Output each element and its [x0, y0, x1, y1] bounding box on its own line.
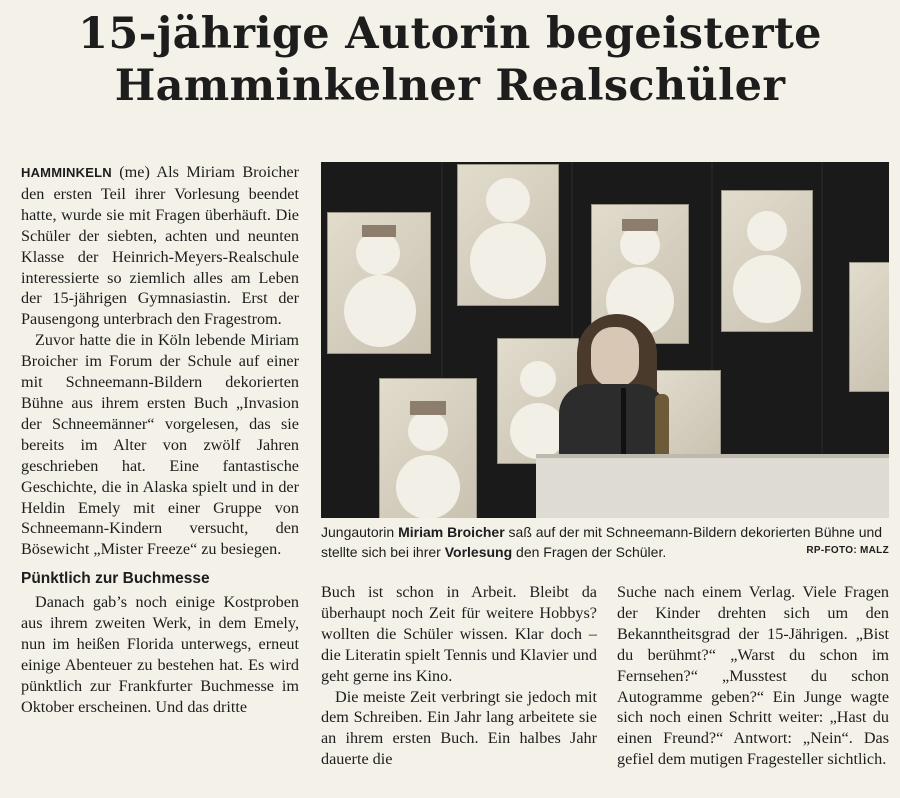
article-photo [321, 162, 889, 518]
snowman-drawing [379, 378, 477, 518]
dateline: HAMMINKELN [21, 165, 112, 180]
article-column-3 [617, 582, 889, 770]
article-paragraph-3: Danach gab’s noch einige Kostproben aus ihrem zweiten Werk, in dem Emely, nun im heißen Florida unterwegs, erneut einige Abenteuer zu bestehen hat. Es wird pünktlich zur Frankfurter Buchmesse im Oktober erscheinen. Und das dritte [21, 593, 299, 716]
caption-text-1: Jungautorin [321, 524, 399, 540]
snowman-drawing [721, 190, 813, 332]
caption-text-3: den Fragen der Schüler. [512, 544, 667, 560]
microphone [621, 388, 626, 456]
article-column-2 [321, 582, 597, 770]
caption-name: Miriam Broicher [398, 524, 505, 540]
snowman-drawing [327, 212, 431, 354]
headline-line-1: 15-jährige Autorin begeisterte [78, 9, 822, 59]
caption-bold-word: Vorlesung [444, 544, 513, 560]
bottle [655, 394, 669, 456]
caption-text-2: saß auf der mit Schneemann-Bildern dekorierten Bühne und stellte sich bei ihrer [321, 524, 883, 560]
headline [0, 8, 900, 112]
article-paragraph-5: Die meiste Zeit verbringt sie jedoch mit dem Schreiben. Ein Jahr lang arbeitete sie an ihrem ersten Buch. Ein halbes Jahr dauerte die [321, 687, 597, 769]
subheading: Pünktlich zur Buchmesse [21, 570, 210, 588]
photo-credit: RP-FOTO: MALZ [806, 545, 889, 556]
article-paragraph-4: Buch ist schon in Arbeit. Bleibt da überhaupt noch Zeit für weitere Hobbys? wollten die Schüler wissen. Klar doch – die Literatin spielt Tennis und Klavier und geht gerne ins Kino. [321, 583, 597, 685]
article-paragraph-1 [21, 162, 299, 330]
article-paragraph-6: Suche nach einem Verlag. Viele Fragen der Kinder drehten sich um den Bekanntheitsgrad der 15-Jährigen. „Bist du berühmt?“ „Warst du schon im Fernsehen?“ „Musstest du schon Autogramme geben?“ Ein Junge wagte sich noch einen Schritt weiter: „Hast du einen Freund?“ Antwort: „Nein“. Das gefiel dem mutigen Fragesteller sichtlich. [617, 583, 889, 769]
table [536, 458, 889, 518]
snowman-drawing [849, 262, 889, 392]
snowman-drawing [457, 164, 559, 306]
headline-line-2: Hamminkelner Realschüler [114, 61, 786, 111]
article-paragraph-2: Zuvor hatte die in Köln lebende Miriam Broicher im Forum der Schule auf einer mit Schneemann-Bildern dekorierten Bühne aus ihrem ersten Buch „Invasion der Schneemänner“ vorgelesen, das sie bereits im Alter von zwölf Jahren geschrieben hat. Eine fantastische Geschichte, die in Alaska spielt und in der Heldin Emely mit einer Gruppe von Schneemann-Kindern versucht, den Bösewicht „Mister Freeze“ zu besiegen. [21, 331, 299, 559]
article-column-1 [21, 162, 299, 718]
paragraph-1-text: (me) Als Miriam Broicher den ersten Teil ihrer Vorlesung beendet hatte, wurde sie mit Fragen überhäuft. Die Schüler der siebten, achten und neunten Klasse der Heinrich-Meyers-Realschule interessierte so ziemlich alles am Leben der 15-jährigen Gymnasiastin. Erst der Pausengong unterbrach den Fragestrom. [21, 163, 299, 329]
photo-caption [321, 522, 889, 562]
